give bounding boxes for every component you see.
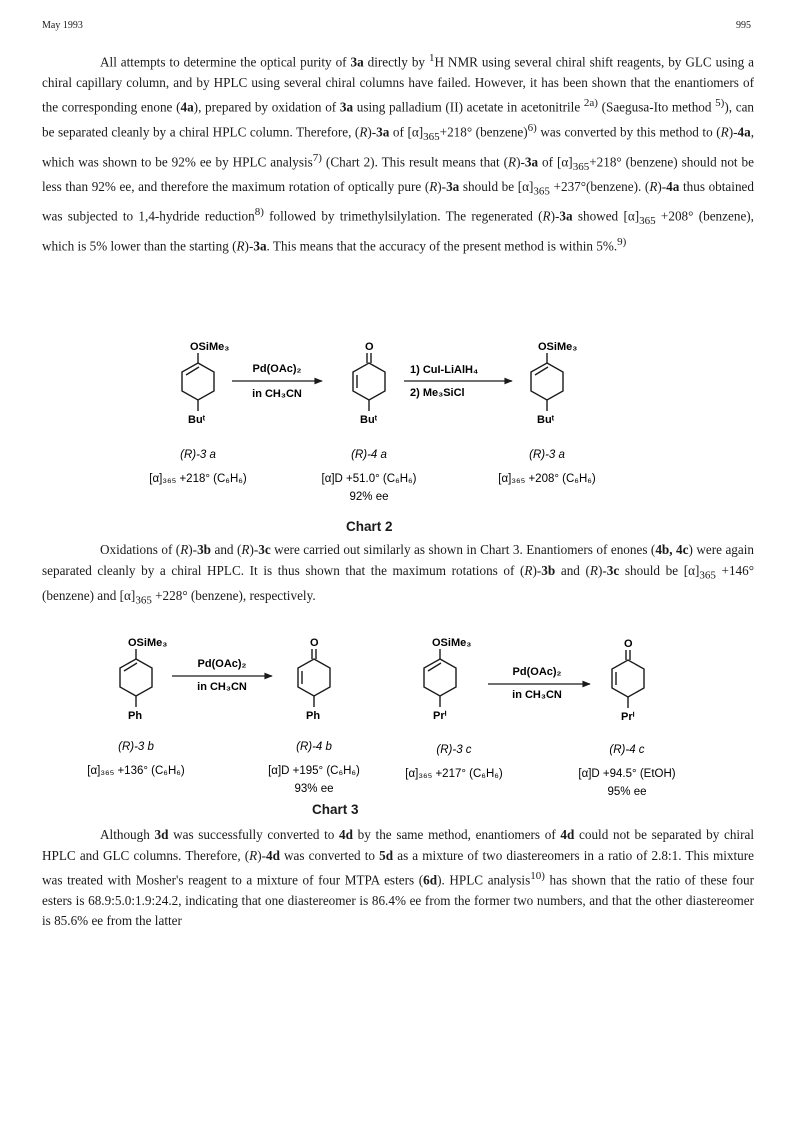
- reference-mark: 7): [312, 151, 322, 164]
- optical-rotation: [α]D +94.5° (EtOH): [578, 768, 676, 780]
- compound-ref: 3a: [376, 124, 390, 140]
- reagent-label: Pd(OAc)₂: [252, 363, 302, 375]
- cyclohexene-ring: [182, 363, 214, 400]
- reagent-label: 2) Me₃SiCl: [410, 387, 465, 399]
- reference-mark: 10): [530, 870, 545, 882]
- substituent-label: Buᵗ: [188, 414, 206, 426]
- chart-2-scheme: [0, 325, 793, 525]
- stereo-descriptor: R: [249, 847, 258, 863]
- text: All attempts to determine the optical purity of: [100, 54, 351, 70]
- compound-label: (R)-4 b: [296, 741, 332, 753]
- compound-ref: 3a: [524, 154, 539, 170]
- substituent-label: OSiMe₃: [432, 637, 472, 649]
- text: by the same method, enantiomers of: [352, 827, 561, 842]
- cyclohexene-ring: [120, 659, 152, 696]
- chart-3-scheme: [0, 620, 793, 810]
- stereo-descriptor: R: [508, 154, 517, 170]
- substituent-label: OSiMe₃: [538, 341, 578, 353]
- stereo-descriptor: R: [589, 562, 598, 578]
- text: was successfully converted to: [168, 827, 340, 842]
- text: showed [α]: [572, 208, 640, 224]
- cyclohexenone-ring: [353, 363, 385, 400]
- text: could not be separated by chiral HPLC and GLC columns. Therefore, (: [42, 827, 754, 863]
- subscript: 365: [423, 131, 440, 144]
- paragraph-oxidations: [42, 540, 754, 611]
- text: )-: [728, 124, 738, 140]
- text: ), can be separated cleanly by a chiral HPLC column. Therefore, (: [42, 99, 755, 140]
- cyclohexenone-ring: [612, 660, 644, 697]
- text: ) were again separated cleanly by a chiral HPLC. It is thus shown that the maximum rotations of (: [42, 542, 755, 578]
- text: Although: [100, 827, 155, 842]
- reference-mark: 6): [527, 122, 537, 135]
- structure-3b: [120, 637, 167, 722]
- text: +218° (benzene) should not be less than 92% ee, and therefore the maximum rotation of optically pure (: [42, 154, 754, 195]
- stereo-descriptor: R: [649, 179, 658, 195]
- text: +237°(benzene). (: [549, 179, 650, 195]
- text: Oxidations of (: [100, 542, 181, 557]
- text: directly by: [363, 54, 429, 70]
- reaction-arrow-oxidation-3b: [172, 658, 272, 693]
- reagent-label: Pd(OAc)₂: [512, 666, 562, 678]
- paragraph-optical-purity: [42, 48, 754, 257]
- text: were carried out similarly as shown in Chart 3. Enantiomers of enones (: [270, 542, 656, 557]
- text: +146° (benzene) and [α]: [42, 562, 755, 603]
- compound-ref: 3a: [253, 238, 267, 254]
- running-header-date: May 1993: [42, 20, 83, 31]
- superscript: 1: [428, 52, 435, 64]
- text: )-: [550, 208, 560, 224]
- paragraph-mosher-analysis: [42, 825, 754, 932]
- stereo-descriptor: R: [241, 542, 250, 557]
- compound-ref: 3c: [258, 542, 271, 557]
- text: (Saegusa-Ito method: [597, 99, 716, 115]
- reference-mark: 2a): [583, 97, 598, 110]
- stereo-descriptor: R: [429, 179, 438, 195]
- optical-rotation: [α]D +51.0° (C₆H₆): [321, 473, 417, 485]
- solvent-label: in CH₃CN: [252, 388, 302, 400]
- text: )-: [257, 847, 266, 863]
- compound-ref: 3a: [339, 99, 354, 115]
- text: of [α]: [538, 154, 573, 170]
- stereo-descriptor: R: [359, 124, 368, 140]
- text: )-: [516, 154, 525, 170]
- compound-ref: 4b, 4c: [655, 542, 689, 557]
- text: (Chart 2). This result means that (: [321, 154, 509, 170]
- compound-ref: 3d: [154, 827, 169, 842]
- cyclohexene-ring: [424, 659, 456, 696]
- text: )-: [367, 124, 377, 140]
- text: was converted to: [279, 847, 380, 863]
- solvent-label: in CH₃CN: [197, 681, 247, 693]
- subscript: 365: [572, 160, 590, 173]
- text: )-: [249, 542, 259, 557]
- substituent-label: Buᵗ: [537, 414, 555, 426]
- text: of [α]: [389, 124, 424, 140]
- text: using palladium (II) acetate in acetonitrile: [353, 99, 584, 115]
- text: thus obtained was subjected to 1,4-hydride reduction: [42, 179, 754, 224]
- optical-rotation: [α]₃₆₅ +136° (C₆H₆): [87, 765, 185, 777]
- compound-label: (R)-4 c: [609, 744, 645, 756]
- compound-ref: 3a: [350, 54, 364, 70]
- compound-label: (R)-3 a: [180, 449, 216, 461]
- stereo-descriptor: R: [542, 208, 551, 224]
- chart-3-title: Chart 3: [312, 802, 359, 817]
- stereo-descriptor: R: [720, 124, 729, 140]
- solvent-label: in CH₃CN: [512, 689, 562, 701]
- optical-rotation: [α]₃₆₅ +208° (C₆H₆): [498, 473, 596, 485]
- substituent-label: Prⁱ: [433, 710, 447, 722]
- structure-3a-regenerated: [531, 341, 577, 426]
- substituent-label: OSiMe₃: [128, 637, 168, 649]
- compound-ref: 5d: [379, 847, 394, 863]
- text: followed by trimethylsilylation. The regenerated (: [263, 208, 543, 224]
- text: . This means that the accuracy of the present method is within 5%.: [266, 238, 618, 254]
- cyclohexene-ring: [531, 363, 563, 400]
- substituent-label: O: [310, 637, 319, 649]
- structure-4c: [612, 638, 644, 723]
- compound-label: (R)-4 a: [351, 449, 387, 461]
- compound-ref: 3a: [446, 179, 460, 195]
- structure-3c: [424, 637, 471, 722]
- text: has shown that the ratio of these four esters is 68.9:5.0:1.9:24.2, indicating that one diastereomer is 86.4% ee from the former two numbers, and that the other diastereomer is 85.6% ee from the latter: [42, 872, 754, 929]
- text: +208° (benzene), which is 5% lower than the starting (: [42, 208, 754, 254]
- cyclohexenone-ring: [298, 659, 330, 696]
- enantiomeric-excess: 95% ee: [607, 786, 647, 798]
- page-number: 995: [736, 20, 751, 31]
- subscript: 365: [135, 594, 152, 607]
- compound-ref: 6d: [423, 872, 438, 888]
- substituent-label: O: [624, 638, 633, 650]
- text: )-: [244, 238, 254, 254]
- compound-ref: 3b: [197, 542, 211, 557]
- text: was converted by this method to (: [536, 124, 721, 140]
- text: )-: [597, 562, 607, 578]
- reagent-label: 1) CuI-LiAlH₄: [410, 364, 479, 376]
- chart-2-title: Chart 2: [346, 519, 393, 534]
- text: )-: [532, 562, 542, 578]
- substituent-label: Buᵗ: [360, 414, 378, 426]
- text: )-: [188, 542, 198, 557]
- optical-rotation: [α]₃₆₅ +218° (C₆H₆): [149, 473, 247, 485]
- compound-ref: 4a: [666, 179, 680, 195]
- text: as a mixture of two diastereomers in a ratio of 2.8:1. This mixture was treated with Mosher's reagent to a mixture of four MTPA esters (: [42, 847, 754, 888]
- reference-mark: 9): [617, 236, 627, 249]
- subscript: 365: [639, 215, 656, 228]
- reaction-arrow-reduction: [404, 364, 512, 399]
- compound-label: (R)-3 c: [436, 744, 472, 756]
- optical-rotation: [α]D +195° (C₆H₆): [268, 765, 360, 777]
- structure-3a-start: [182, 341, 229, 426]
- compound-label: (R)-3 a: [529, 449, 565, 461]
- structure-4b: [298, 637, 330, 722]
- reaction-arrow-oxidation-3c: [488, 666, 590, 701]
- text: should be [α]: [619, 562, 700, 578]
- substituent-label: O: [365, 341, 374, 353]
- stereo-descriptor: R: [180, 542, 189, 557]
- reagent-label: Pd(OAc)₂: [197, 658, 247, 670]
- substituent-label: Prⁱ: [621, 711, 635, 723]
- stereo-descriptor: R: [524, 562, 533, 578]
- optical-rotation: [α]₃₆₅ +217° (C₆H₆): [405, 768, 503, 780]
- compound-ref: 4a: [180, 99, 194, 115]
- text: +218° (benzene): [439, 124, 528, 140]
- text: )-: [437, 179, 447, 195]
- text: +228° (benzene), respectively.: [151, 587, 316, 603]
- compound-ref: 4d: [560, 827, 575, 842]
- text: ). HPLC analysis: [437, 872, 531, 888]
- reaction-arrow-oxidation: [232, 363, 322, 400]
- text: H NMR using several chiral shift reagents, by GLC using a chiral capillary column, and by HPLC using several chiral columns have failed. However, it has been shown that the enantiomers of the corresponding enone (: [42, 54, 755, 115]
- compound-ref: 3b: [541, 562, 556, 578]
- reference-mark: 8): [254, 206, 264, 219]
- substituent-label: Ph: [128, 710, 143, 722]
- compound-ref: 4a: [737, 124, 751, 140]
- substituent-label: Ph: [306, 710, 321, 722]
- stereo-descriptor: R: [236, 238, 245, 254]
- subscript: 365: [699, 569, 716, 582]
- enantiomeric-excess: 93% ee: [294, 783, 334, 795]
- compound-ref: 3a: [559, 208, 573, 224]
- text: should be [α]: [459, 179, 534, 195]
- text: and (: [211, 542, 242, 557]
- reference-mark: 5): [715, 97, 725, 110]
- text: ), prepared by oxidation of: [193, 99, 340, 115]
- text: )-: [657, 179, 667, 195]
- subscript: 365: [533, 185, 550, 198]
- structure-4a: [353, 341, 385, 426]
- enantiomeric-excess: 92% ee: [349, 491, 389, 503]
- text: and (: [555, 562, 590, 578]
- substituent-label: OSiMe₃: [190, 341, 230, 353]
- compound-ref: 4d: [265, 847, 280, 863]
- compound-ref: 4d: [339, 827, 353, 842]
- text: , which was shown to be 92% ee by HPLC analysis: [42, 124, 754, 170]
- compound-label: (R)-3 b: [118, 741, 154, 753]
- compound-ref: 3c: [606, 562, 620, 578]
